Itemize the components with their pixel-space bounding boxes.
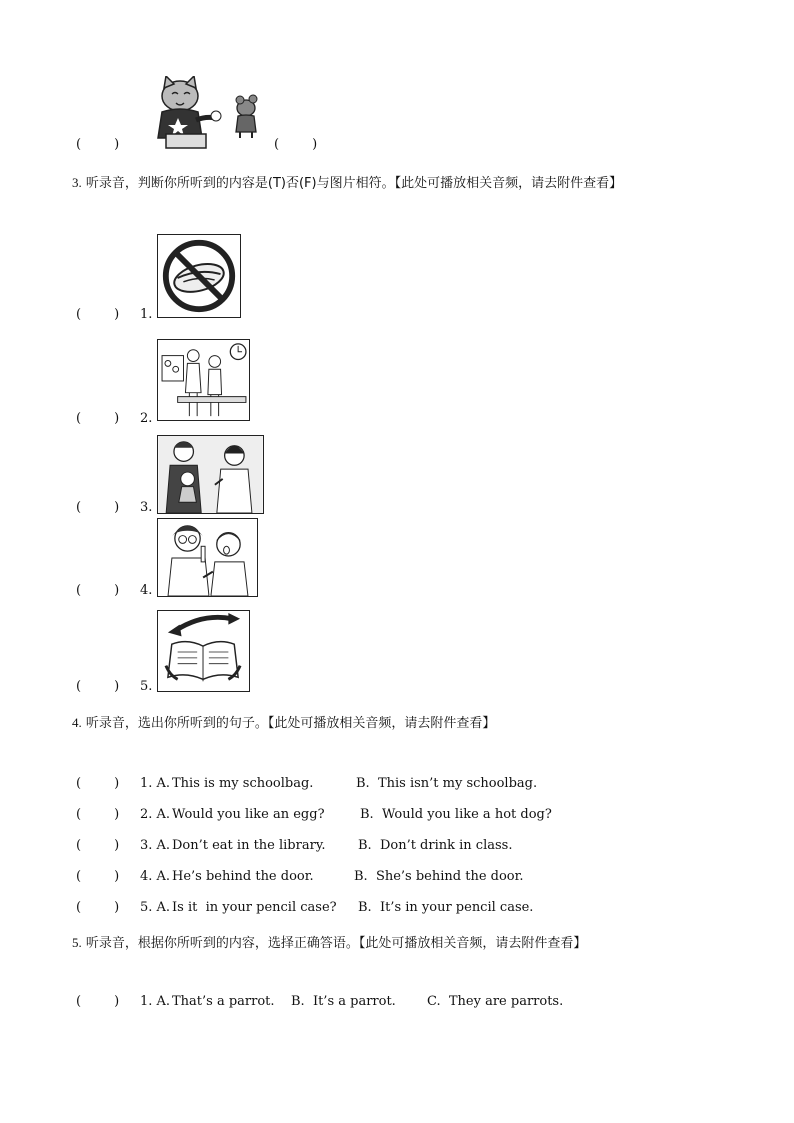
q5-item-1-option-b: B. It’s a parrot. [291,994,396,1009]
q3-item-4-paren[interactable]: ( ) [76,583,120,598]
q4-item-5-number: 5. A. [140,900,171,915]
q4-item-4-option-a: He’s behind the door. [172,869,314,884]
question-5-instruction: 听录音，根据你所听到的内容，选择正确答语。【此处可播放相关音频，请去附件查看】 [85,936,587,951]
q4-item-3-paren[interactable]: ( ) [76,838,120,853]
cat-and-mouse-illustration [152,76,264,152]
q4-item-3-number: 3. A. [140,838,171,853]
q4-item-1-option-b: B. This isn’t my schoolbag. [356,776,538,791]
q3-item-1-paren[interactable]: ( ) [76,307,120,322]
q4-item-2-option-a: Would you like an egg? [172,807,325,822]
q4-item-2-paren[interactable]: ( ) [76,807,120,822]
q3-item-3-number: 3. [140,500,153,515]
q4-item-5-paren[interactable]: ( ) [76,900,120,915]
question-5-number: 5. [72,935,82,950]
q5-item-1-paren[interactable]: ( ) [76,994,120,1009]
question-3-number: 3. [72,175,82,190]
q5-item-1-option-c: C. They are parrots. [427,994,564,1009]
q4-item-4-paren[interactable]: ( ) [76,869,120,884]
girl-and-boy-picture [157,518,258,597]
q4-item-2-number: 2. A. [140,807,171,822]
question-4-number: 4. [72,715,82,730]
q3-item-2-paren[interactable]: ( ) [76,411,120,426]
q4-item-1-paren[interactable]: ( ) [76,776,120,791]
mother-and-girl-picture [157,435,264,514]
q4-item-4-option-b: B. She’s behind the door. [354,869,524,884]
q5-item-1-option-a: That’s a parrot. [172,994,275,1009]
q4-item-1-number: 1. A. [140,776,171,791]
q4-item-3-option-a: Don’t eat in the library. [172,838,326,853]
q4-item-5-option-a: Is it in your pencil case? [172,900,337,915]
answer-paren-left[interactable]: ( ) [76,137,120,152]
q4-item-3-option-b: B. Don’t drink in class. [358,838,513,853]
no-hotdog-sign [157,234,241,318]
question-5-heading [72,932,586,951]
q3-item-3-paren[interactable]: ( ) [76,500,120,515]
q3-item-5-paren[interactable]: ( ) [76,679,120,694]
q4-item-5-option-b: B. It’s in your pencil case. [358,900,534,915]
q4-item-1-option-a: This is my schoolbag. [172,776,314,791]
question-3-heading [72,172,622,191]
q3-item-5-number: 5. [140,679,153,694]
question-3-instruction: 听录音，判断你所听到的内容是(T)否(F)与图片相符。【此处可播放相关音频，请去附件查看】 [85,176,623,191]
question-4-instruction: 听录音，选出你所听到的句子。【此处可播放相关音频，请去附件查看】 [85,716,496,731]
q3-item-1-number: 1. [140,307,153,322]
people-in-room-picture [157,339,250,421]
q4-item-4-number: 4. A. [140,869,171,884]
q3-item-4-number: 4. [140,583,153,598]
book-reading-picture [157,610,250,692]
q3-item-2-number: 2. [140,411,153,426]
q4-item-2-option-b: B. Would you like a hot dog? [360,807,552,822]
answer-paren-right[interactable]: ( ) [274,137,318,152]
q5-item-1-number: 1. A. [140,994,171,1009]
question-4-heading [72,712,495,731]
